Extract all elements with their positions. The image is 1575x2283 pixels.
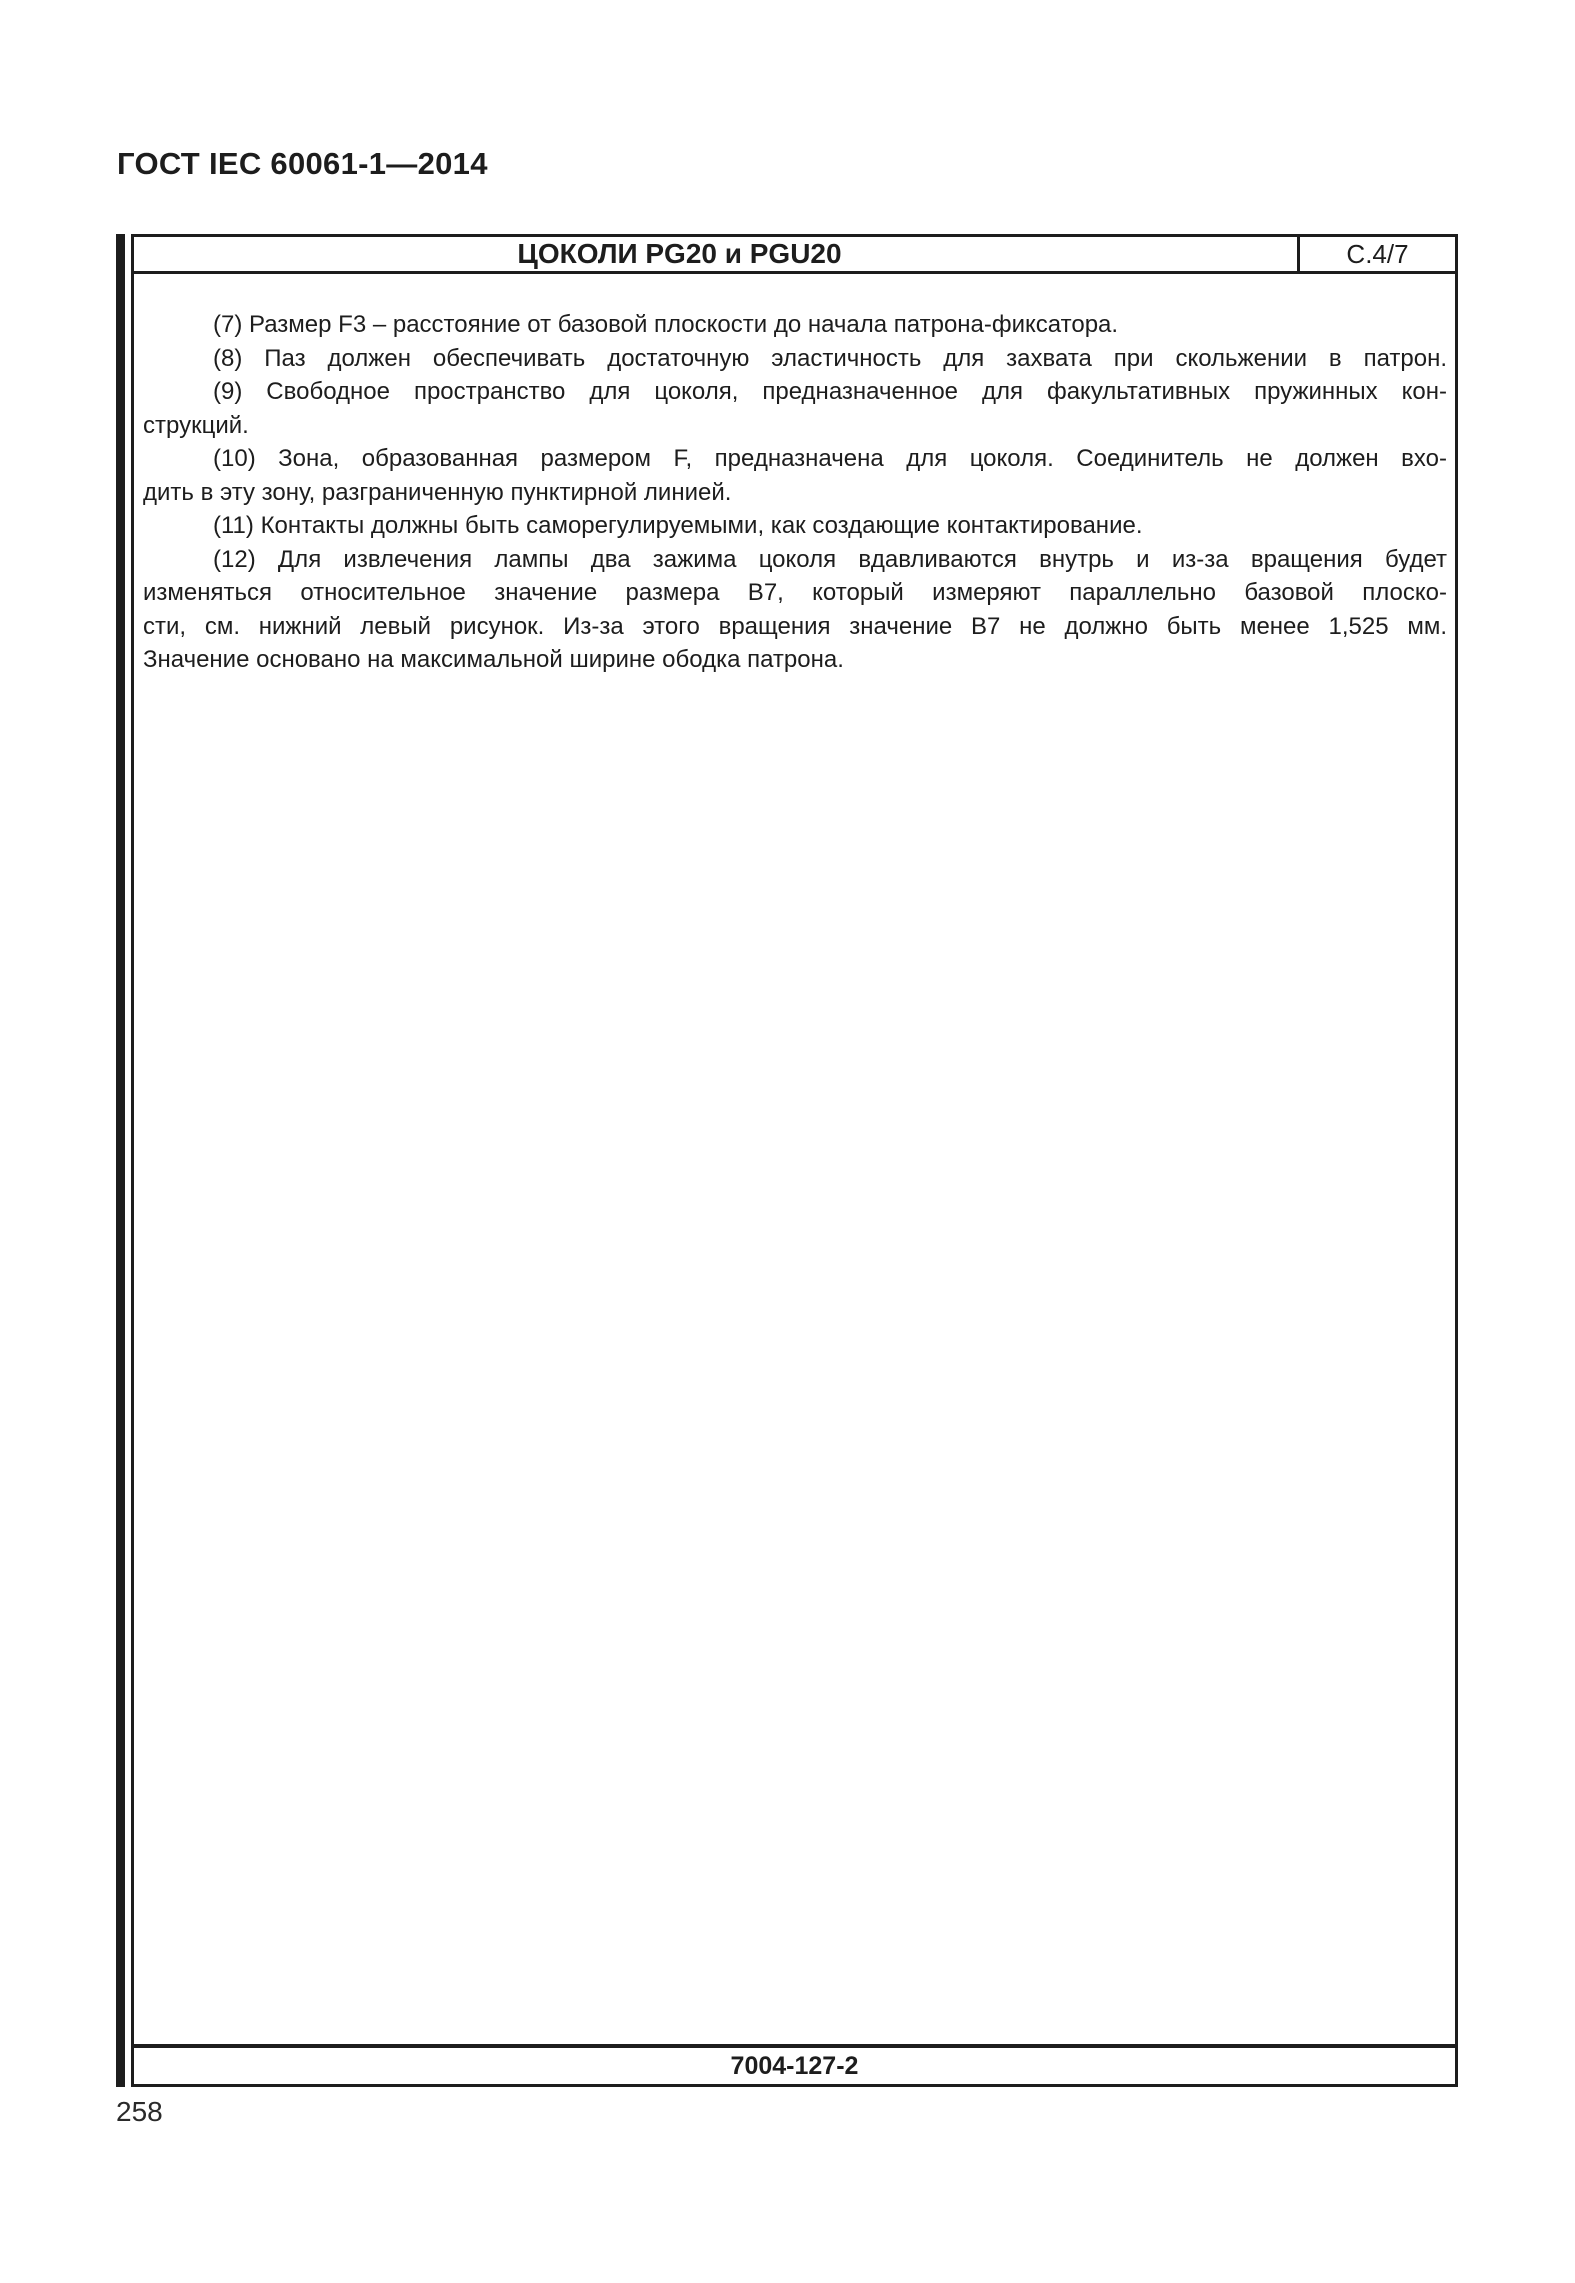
page-number: 258 [116,2096,163,2127]
sheet-footer-row [134,2044,1455,2084]
note-line-9-cont: струкций. [143,411,249,439]
sheet-frame [131,234,1458,2087]
sheet-title: ЦОКОЛИ PG20 и PGU20 [517,238,842,269]
note-line-9: (9) Свободное пространство для цоколя, предназначенное для факультативных пружинных кон- [213,378,1447,405]
note-line-10: (10) Зона, образованная размером F, предназначена для цоколя. Соединитель не должен вхо- [213,445,1447,472]
note-line-12-cont: сти, см. нижний левый рисунок. Из-за этого вращения значение B7 не должно быть менее 1,525 мм. [143,612,1447,640]
note-line-12-end: Значение основано на максимальной ширине ободка патрона. [143,646,844,673]
note-line-10-cont: дить в эту зону, разграниченную пунктирной линией. [143,478,732,506]
sheet-header-row [134,237,1455,274]
standard-code: ГОСТ IEC 60061-1—2014 [117,146,488,181]
sheet-number: С.4/7 [1297,237,1455,271]
note-line-12: (12) Для извлечения лампы два зажима цоколя вдавливаются внутрь и из-за вращения будет [213,545,1447,573]
note-line-7: (7) Размер F3 – расстояние от базовой плоскости до начала патрона-фиксатора. [213,311,1119,338]
note-line-8: (8) Паз должен обеспечивать достаточную эластичность для захвата при скольжении в патрон. [213,344,1447,372]
notes-section [134,274,1455,2044]
note-line-11: (11) Контакты должны быть саморегулируемыми, как создающие контактирование. [213,512,1143,539]
sheet-left-rule [116,234,125,2087]
note-line-12-cont: изменяться относительное значение размера B7, который измеряют параллельно базовой плоско- [143,579,1447,606]
sheet-reference-number: 7004-127-2 [730,2051,859,2080]
